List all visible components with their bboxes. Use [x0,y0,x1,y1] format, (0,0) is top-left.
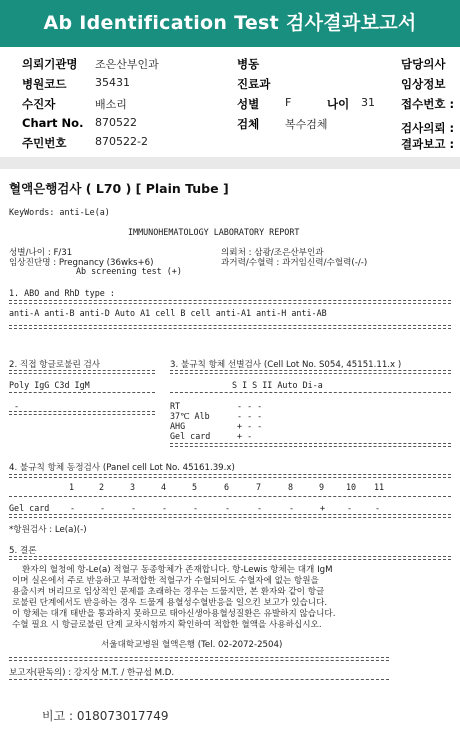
section-5-title: 5. 결론 [9,546,37,556]
label-chart-no: Chart No. [22,116,84,130]
screening-row-label: AHG [170,421,186,431]
label-patient-name: 수진자 [22,97,56,111]
label-age: 나이 [327,97,350,111]
report-title: 혈액은행검사 ( L70 ) [ Plain Tube ] [9,181,229,196]
conclusion-line: 이며 실온에서 주로 반응하고 부적합한 적혈구가 수혈되어도 수혈자에 없는 항원을 [12,576,319,586]
screening-row-label: Gel card [170,431,211,441]
remark: 비고 : 018073017749 [42,709,169,723]
antigen-test: *항원검사 : Le(a)(-) [9,525,87,535]
transfusion-history: 과거력/수혈력 : 과거임신력/수혈력(-/-) [221,258,368,268]
panel-cell-result: - [70,503,76,513]
divider [170,370,451,374]
section-2-title: 2. 직접 항글로불린 검사 [9,360,101,370]
screening-row-values: + - [237,431,253,441]
keywords: KeyWords: anti-Le(a) [9,207,110,217]
divider [170,392,451,393]
divider [9,300,451,304]
label-clinical-info: 임상정보 [401,77,446,91]
panel-cell-number: 7 [256,482,262,492]
divider [9,325,451,329]
panel-cell-number: 4 [161,482,167,492]
value-requesting-institution: 조은산부인과 [95,58,159,71]
section-divider [0,157,460,169]
label-requesting-institution: 의뢰기관명 [22,57,78,71]
panel-cell-result: - [100,503,106,513]
divider [9,474,451,478]
divider [9,392,155,393]
label-sex: 성별 [237,97,260,111]
sex-age: 성별/나이 : F/31 [9,248,73,258]
screening-row-values: - - - [237,401,263,411]
panel-cell-number: 6 [224,482,230,492]
label-test-request: 검사의뢰 : [401,121,455,135]
label-receipt-no: 접수번호 : [401,97,455,111]
lab-report-sheet [0,169,460,734]
panel-cell-result: - [257,503,263,513]
divider [9,556,451,560]
dat-result: - [14,401,20,411]
panel-cell-number: 10 [346,482,357,492]
section-4-title: 4. 불규칙 항체 동정검사 (Panel cell Lot No. 45161.39.x) [9,463,235,473]
value-chart-no: 870522 [95,116,137,129]
conclusion-line: 수혈 필요 시 항글로불린 단계 교차시험까지 확인하여 적합한 혈액을 사용하십시오. [12,620,322,630]
panel-cell-number: 11 [374,482,385,492]
panel-cell-result: - [289,503,295,513]
lab-report-title: IMMUNOHEMATOLOGY LABORATORY REPORT [128,227,300,237]
panel-cell-result: + [320,503,326,513]
divider [9,679,389,680]
conclusion-line: 환자의 혈청에 항-Le(a) 적혈구 동종항체가 존재합니다. 항-Lewis 항체는 대개 IgM [22,565,333,575]
value-patient-name: 배소리 [95,98,127,111]
screening-row-label: RT [170,401,181,411]
conclusion-line: 이 항체는 대개 태반을 통과하지 못하므로 태아신생아용혈성질환은 유발하지 않습니다. [12,609,336,619]
divider [9,411,155,415]
divider [170,443,451,447]
value-age: 31 [361,96,375,109]
panel-cell-number: 3 [130,482,136,492]
panel-cell-result: - [347,503,353,513]
conclusion-line: 로불린 단계에서도 반응하는 경우 드물게 용혈성수혈반응을 일으킨 보고가 있습니다. [12,598,328,608]
label-attending-doctor: 담당의사 [401,57,446,71]
label-resident-no: 주민번호 [22,136,67,150]
value-sex: F [285,96,292,109]
divider [9,657,389,661]
label-ward: 병동 [237,57,260,71]
panel-cell-result: - [375,503,381,513]
panel-cell-numbers [0,482,460,494]
panel-cell-number: 1 [69,482,75,492]
value-specimen: 복수검체 [285,118,328,131]
patient-info-panel [0,47,460,157]
value-resident-no: 870522-2 [95,135,148,148]
panel-cell-result: - [131,503,137,513]
clinical-diagnosis-2: Ab screening test (+) [76,266,182,276]
panel-cell-number: 8 [288,482,294,492]
label-specimen: 검체 [237,117,260,131]
screening-row-label: 37℃ Alb [170,411,210,421]
screening-header: S I S II Auto Di-a [232,380,323,390]
label-result-report: 결과보고 : [401,137,455,151]
panel-row-label: Gel card [9,503,50,513]
hospital-contact: 서울대학교병원 혈액은행 (Tel. 02-2072-2504) [101,640,283,650]
panel-cell-number: 9 [319,482,325,492]
screening-row-values: - - - [237,411,263,421]
divider [9,496,451,497]
abo-rhd-header: anti-A anti-B anti-D Auto A1 cell B cell anti-A1 anti-H anti-AB [9,308,327,318]
dat-header: Poly IgG C3d IgM [9,380,90,390]
divider [9,370,155,374]
panel-cell-number: 5 [192,482,198,492]
section-1-title: 1. ABO and RhD type : [9,288,115,298]
section-3-title: 3. 불규칙 항체 선별검사 (Cell Lot No. S054, 45151.11.x ) [170,360,402,370]
divider [9,514,451,518]
requester: 의뢰처 : 삼광/조은산부인과 [221,248,324,258]
report-header-title: Ab Identification Test 검사결과보고서 [0,0,460,47]
panel-cell-result: - [225,503,231,513]
label-hospital-code: 병원코드 [22,77,67,91]
panel-cell-result: - [162,503,168,513]
panel-cell-number: 2 [99,482,105,492]
conclusion-line: 용출시켜 버리므로 임상적인 문제를 초래하는 경우는 드물지만, 본 환자와 같이 항글 [12,587,325,597]
reporter: 보고자(판독의) : 강지상 M.T. / 한규섭 M.D. [9,668,175,678]
panel-cell-result: - [193,503,199,513]
value-hospital-code: 35431 [95,76,130,89]
clinical-diagnosis: 임상진단명 : Pregnancy (36wks+6) [9,258,154,268]
screening-row-values: + - - [237,421,263,431]
label-department: 진료과 [237,77,271,91]
